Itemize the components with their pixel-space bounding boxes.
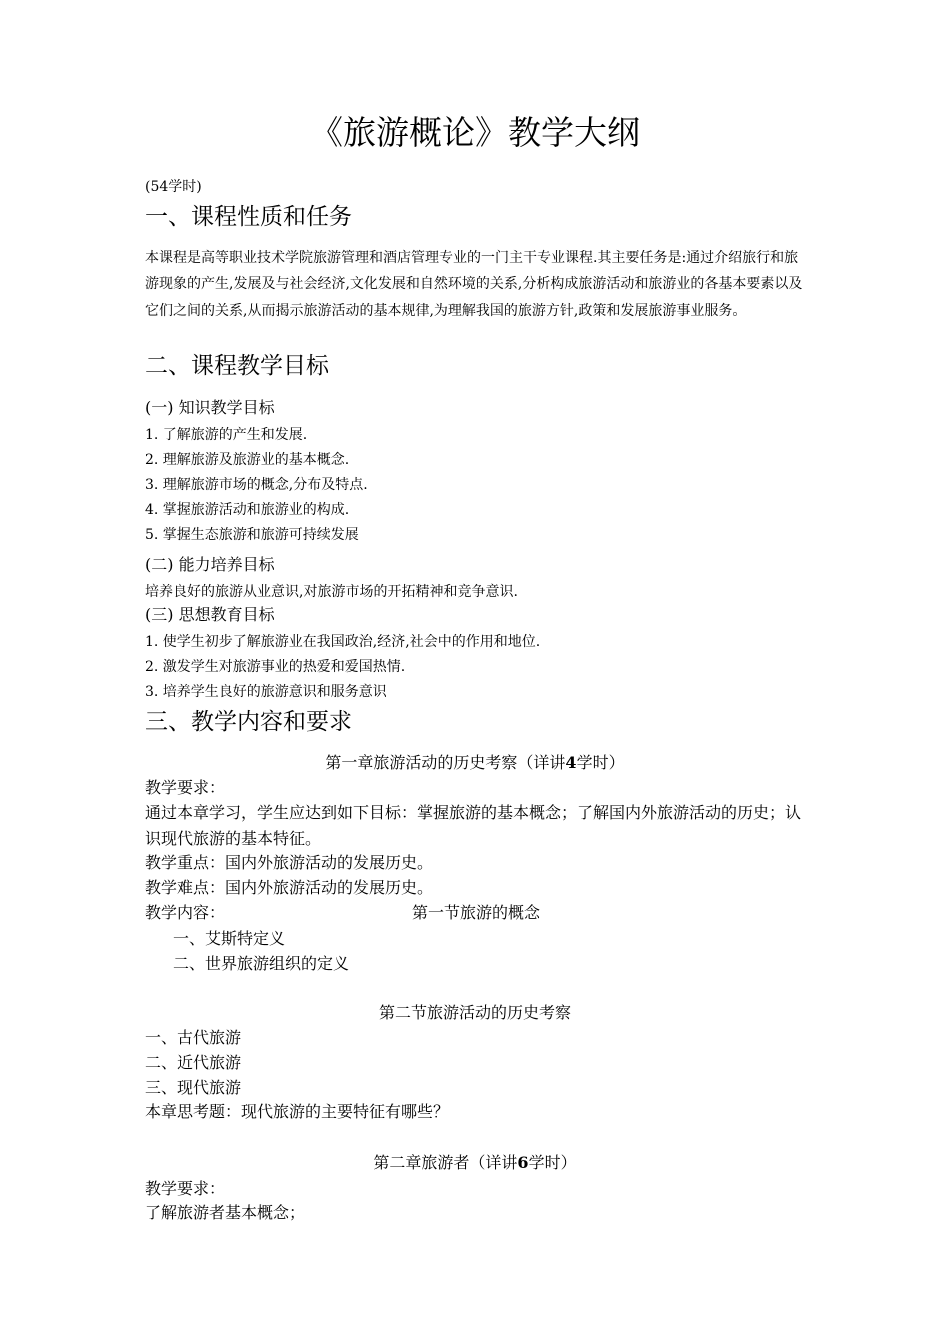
chapter1-title-suffix: 学时） bbox=[576, 753, 625, 772]
chapter1-section1-item: 一、艾斯特定义 bbox=[173, 929, 286, 948]
chapter1-difficulty: 教学难点：国内外旅游活动的发展历史。 bbox=[145, 878, 434, 897]
knowledge-goal-item: 2. 理解旅游及旅游业的基本概念. bbox=[145, 452, 350, 468]
chapter1-hours: 4 bbox=[565, 753, 577, 772]
chapter1-section1-item: 二、世界旅游组织的定义 bbox=[173, 954, 350, 973]
ideology-goal-item: 3. 培养学生良好的旅游意识和服务意识 bbox=[145, 684, 387, 700]
ability-goals-text: 培养良好的旅游从业意识,对旅游市场的开拓精神和竞争意识. bbox=[145, 584, 518, 600]
ideology-goals-heading: (三) 思想教育目标 bbox=[145, 605, 275, 624]
chapter1-section2-item: 一、古代旅游 bbox=[145, 1028, 242, 1047]
chapter1-requirements-text: 通过本章学习，学生应达到如下目标：掌握旅游的基本概念；了解国内外旅游活动的历史；认识现代旅游的基本特征。 bbox=[145, 803, 802, 848]
knowledge-goals-heading: (一) 知识教学目标 bbox=[145, 398, 275, 417]
chapter2-requirements-label: 教学要求： bbox=[145, 1179, 226, 1198]
document-title: 《旅游概论》教学大纲 bbox=[310, 113, 640, 152]
chapter1-section1-title: 第一节旅游的概念 bbox=[412, 903, 541, 922]
chapter1-section2-item: 二、近代旅游 bbox=[145, 1053, 242, 1072]
chapter1-title-text: 第一章旅游活动的历史考察（详讲 bbox=[325, 753, 566, 772]
chapter2-title bbox=[0, 1150, 950, 1176]
course-hours: (54学时) bbox=[145, 179, 202, 195]
knowledge-goal-item: 5. 掌握生态旅游和旅游可持续发展 bbox=[145, 527, 359, 543]
ability-goals-heading: (二) 能力培养目标 bbox=[145, 555, 275, 574]
ideology-goal-item: 2. 激发学生对旅游事业的热爱和爱国热情. bbox=[145, 659, 406, 675]
chapter1-title bbox=[0, 750, 950, 776]
knowledge-goal-item: 3. 理解旅游市场的概念,分布及特点. bbox=[145, 477, 368, 493]
chapter2-requirements-text: 了解旅游者基本概念； bbox=[145, 1203, 306, 1222]
section-heading-course-nature: 一、课程性质和任务 bbox=[145, 204, 352, 230]
ideology-goal-item: 1. 使学生初步了解旅游业在我国政治,经济,社会中的作用和地位. bbox=[145, 634, 541, 650]
chapter1-question: 本章思考题：现代旅游的主要特征有哪些？ bbox=[145, 1102, 450, 1121]
section-heading-teaching-content: 三、教学内容和要求 bbox=[145, 709, 352, 735]
chapter2-title-text: 第二章旅游者（详讲 bbox=[373, 1153, 518, 1172]
chapter1-key-point: 教学重点：国内外旅游活动的发展历史。 bbox=[145, 853, 434, 872]
chapter1-requirements-label: 教学要求： bbox=[145, 778, 226, 797]
course-nature-paragraph: 本课程是高等职业技术学院旅游管理和酒店管理专业的一门主干专业课程.其主要任务是:通过介绍旅行和旅游现象的产生,发展及与社会经济,文化发展和自然环境的关系,分析构成旅游活动和旅游业的各基本要素以及它们之间的关系,从而揭示旅游活动的基本规律,为理解我国的旅游方针,政策和发展旅游事业服务。 bbox=[145, 250, 803, 319]
knowledge-goal-item: 1. 了解旅游的产生和发展. bbox=[145, 427, 308, 443]
chapter2-title-suffix: 学时） bbox=[528, 1153, 577, 1172]
chapter1-content-label: 教学内容： bbox=[145, 903, 226, 922]
chapter1-section2-title: 第二节旅游活动的历史考察 bbox=[378, 1003, 571, 1022]
section-heading-teaching-goals: 二、课程教学目标 bbox=[145, 353, 329, 379]
knowledge-goal-item: 4. 掌握旅游活动和旅游业的构成. bbox=[145, 502, 350, 518]
chapter1-section2-item: 三、现代旅游 bbox=[145, 1078, 242, 1097]
chapter2-hours: 6 bbox=[517, 1153, 529, 1172]
